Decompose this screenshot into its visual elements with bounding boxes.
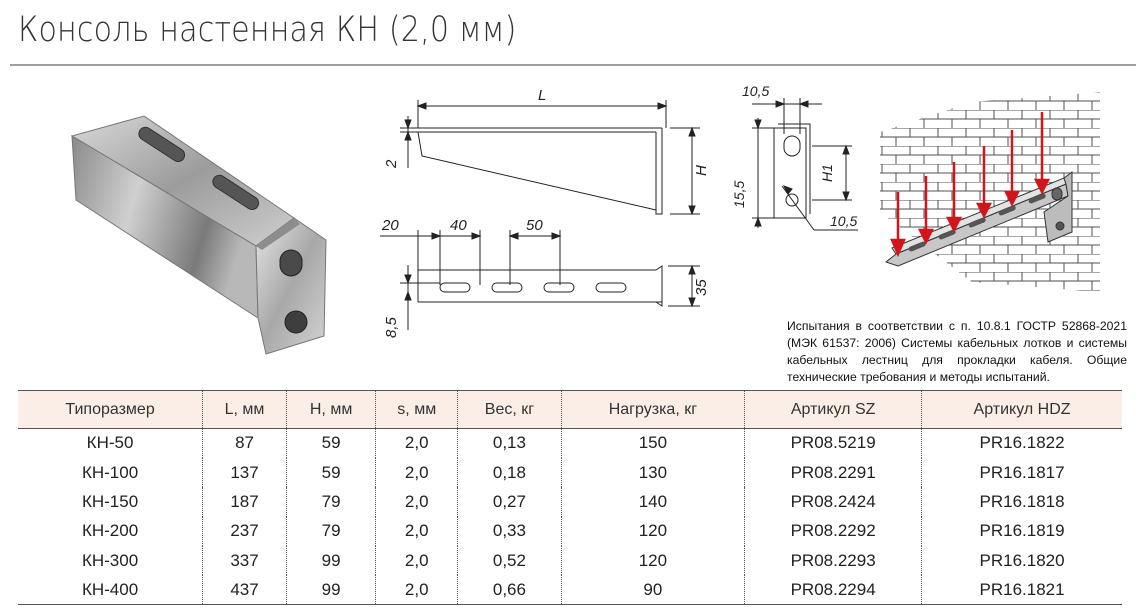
technical-drawing bbox=[370, 80, 730, 340]
specification-table bbox=[18, 390, 1122, 605]
dim-slot-offset-label: 8,5 bbox=[383, 317, 400, 338]
table-row bbox=[18, 517, 1122, 546]
cell-height: 99 bbox=[286, 575, 375, 604]
cell-article-hdz: PR16.1821 bbox=[922, 575, 1122, 604]
col-header-article-sz: Артикул SZ bbox=[745, 391, 922, 429]
cell-load: 120 bbox=[561, 517, 745, 546]
test-standard-note: Испытания в соответствии с п. 10.8.1 ГОСТР 52868-2021 (МЭК 61537: 2006) Системы кабельных лотков и системы кабельных лестниц для прокладки кабеля. Общие технические требования и методы испытаний. bbox=[787, 319, 1127, 384]
cell-article-sz: PR08.2294 bbox=[745, 575, 922, 604]
cell-weight: 0,66 bbox=[458, 575, 561, 604]
col-header-article-hdz: Артикул HDZ bbox=[922, 391, 1122, 429]
cell-height: 79 bbox=[286, 517, 375, 546]
dim-pitch-start-label: 20 bbox=[382, 217, 399, 234]
dim-pitch-1-label: 40 bbox=[450, 217, 467, 234]
cell-weight: 0,18 bbox=[458, 458, 561, 487]
cell-thickness: 2,0 bbox=[376, 429, 458, 458]
cell-length: 437 bbox=[203, 575, 287, 604]
cell-load: 130 bbox=[561, 458, 745, 487]
dim-h1-label: H1 bbox=[819, 164, 835, 182]
cell-article-sz: PR08.2292 bbox=[745, 517, 922, 546]
cell-load: 90 bbox=[561, 575, 745, 604]
dim-length-label: L bbox=[538, 87, 547, 104]
col-header-height: H, мм bbox=[286, 391, 375, 429]
cell-height: 59 bbox=[286, 458, 375, 487]
cell-article-sz: PR08.2291 bbox=[745, 458, 922, 487]
col-header-thickness: s, мм bbox=[376, 391, 458, 429]
table-row bbox=[18, 546, 1122, 575]
cell-size: КН-400 bbox=[18, 575, 203, 604]
cell-size: КН-150 bbox=[81, 491, 139, 511]
cell-size: КН-50 bbox=[86, 433, 134, 453]
cell-article-hdz: PR16.1817 bbox=[922, 458, 1122, 487]
dim-hole-diameter-label: 10,5 bbox=[830, 213, 858, 229]
cell-size: КН-100 bbox=[81, 462, 139, 482]
cell-length: 87 bbox=[203, 429, 287, 458]
cell-article-sz: PR08.5219 bbox=[745, 429, 922, 458]
dim-thickness-label: 2 bbox=[383, 159, 400, 168]
load-test-illustration bbox=[868, 92, 1100, 292]
dim-pitch-2-label: 50 bbox=[526, 217, 543, 234]
cell-size: КН-200 bbox=[81, 521, 139, 541]
cell-weight: 0,33 bbox=[458, 517, 561, 546]
dim-height-label: H bbox=[693, 165, 710, 176]
table-row bbox=[18, 487, 1122, 516]
dim-hole-top-label: 10,5 bbox=[742, 83, 770, 99]
cell-thickness: 2,0 bbox=[376, 546, 458, 575]
cell-weight: 0,27 bbox=[458, 487, 561, 516]
cell-length: 187 bbox=[203, 487, 287, 516]
cell-weight: 0,13 bbox=[458, 429, 561, 458]
cell-article-sz: PR08.2424 bbox=[745, 487, 922, 516]
cell-length: 337 bbox=[203, 546, 287, 575]
cell-load: 140 bbox=[561, 487, 745, 516]
col-header-size: Типоразмер bbox=[18, 391, 203, 429]
table-row bbox=[18, 575, 1122, 604]
cell-load: 120 bbox=[561, 546, 745, 575]
col-header-load: Нагрузка, кг bbox=[561, 391, 745, 429]
product-photo bbox=[60, 108, 336, 358]
title-divider bbox=[10, 64, 1136, 66]
cell-thickness: 2,0 bbox=[376, 487, 458, 516]
side-view-drawing bbox=[722, 78, 872, 248]
cell-load: 150 bbox=[561, 429, 745, 458]
cell-height: 59 bbox=[286, 429, 375, 458]
col-header-length: L, мм bbox=[203, 391, 287, 429]
cell-height: 79 bbox=[286, 487, 375, 516]
cell-article-hdz: PR16.1819 bbox=[922, 517, 1122, 546]
cell-article-hdz: PR16.1822 bbox=[922, 429, 1122, 458]
cell-thickness: 2,0 bbox=[376, 517, 458, 546]
table-header-row bbox=[18, 391, 1122, 429]
col-header-weight: Вес, кг bbox=[458, 391, 561, 429]
cell-height: 99 bbox=[286, 546, 375, 575]
cell-thickness: 2,0 bbox=[376, 575, 458, 604]
page-title: Консоль настенная КН (2,0 мм) bbox=[18, 10, 517, 50]
dim-hole-bottom-label: 15,5 bbox=[731, 180, 747, 208]
cell-length: 237 bbox=[203, 517, 287, 546]
table-row bbox=[18, 429, 1122, 458]
table-row bbox=[18, 458, 1122, 487]
cell-size: КН-300 bbox=[81, 550, 139, 570]
cell-article-sz: PR08.2293 bbox=[745, 546, 922, 575]
cell-thickness: 2,0 bbox=[376, 458, 458, 487]
cell-length: 137 bbox=[203, 458, 287, 487]
dim-depth-label: 35 bbox=[693, 279, 710, 296]
cell-article-hdz: PR16.1818 bbox=[922, 487, 1122, 516]
cell-article-hdz: PR16.1820 bbox=[922, 546, 1122, 575]
cell-weight: 0,52 bbox=[458, 546, 561, 575]
